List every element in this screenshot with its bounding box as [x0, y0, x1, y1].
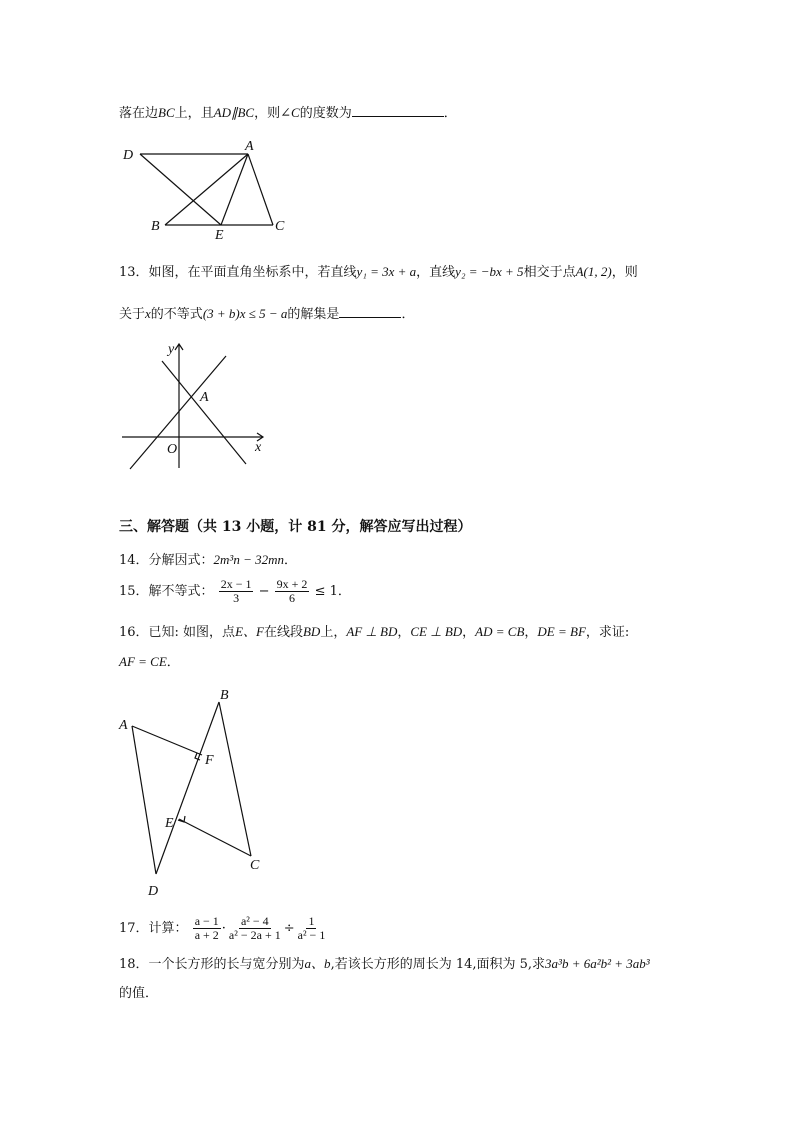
- q16-end: ．: [166, 655, 180, 670]
- q16-text-c: 上，: [320, 625, 347, 640]
- q16-text-d: ，求证:: [585, 625, 630, 640]
- label-c: C: [250, 858, 260, 873]
- q16-line2: [119, 653, 180, 672]
- segment-bd: [156, 702, 219, 874]
- q16-sep-3: ，: [524, 625, 538, 640]
- q15-fraction-2: [275, 578, 310, 605]
- q12-text-b: 上，且: [174, 106, 214, 121]
- q17-fraction-3: [296, 915, 328, 942]
- label-d: D: [123, 148, 134, 163]
- q16-cond-3: AD = CB: [475, 624, 525, 639]
- q12-text-a: 落在边: [119, 106, 159, 121]
- q14-expression: 2m³n − 32mn: [213, 552, 284, 567]
- q13-line-y1: y₁ = 3x + a: [356, 264, 417, 279]
- q13-line1: [119, 263, 638, 282]
- q15: [119, 578, 351, 606]
- label-e: E: [215, 228, 224, 243]
- q17: [119, 913, 328, 945]
- q13-text-e: 关于: [119, 307, 146, 322]
- q13-figure: [118, 338, 278, 473]
- q17-divide: ÷: [283, 921, 295, 936]
- label-f: F: [205, 753, 214, 768]
- q16-sep-1: ，: [397, 625, 411, 640]
- q17-fraction-2: [227, 915, 283, 942]
- q16-figure: [118, 684, 278, 899]
- segment-ab: [165, 154, 248, 225]
- q13-line-y2: y₂ = −bx + 5: [455, 264, 524, 279]
- q15-minus: −: [258, 584, 270, 599]
- label-a: A: [245, 139, 254, 154]
- q12-end: ．: [443, 106, 457, 121]
- q15-end: ．: [337, 584, 351, 599]
- q13-end: ．: [401, 307, 415, 322]
- q12-figure: [118, 138, 298, 243]
- label-o: O: [167, 442, 178, 457]
- q15-f1-numerator: 2x − 1: [220, 577, 252, 591]
- q12-condition: AD∥BC: [213, 105, 255, 120]
- q16-sep-2: ，: [462, 625, 476, 640]
- q16-text-b: 在线段: [263, 625, 303, 640]
- q15-f2-numerator: 9x + 2: [276, 577, 308, 591]
- q13-point: A(1, 2): [575, 264, 612, 279]
- label-y: y: [168, 342, 175, 357]
- line-y1: [130, 356, 226, 469]
- q17-prefix: 17．计算：: [119, 921, 188, 936]
- label-b: B: [151, 219, 160, 234]
- q15-f2-denominator: 6: [289, 591, 296, 605]
- q13-line2: [119, 305, 414, 324]
- q16-points: E、F: [235, 624, 264, 639]
- q15-f1-denominator: 3: [233, 591, 240, 605]
- segment-ce: [179, 819, 251, 856]
- q12-angle: C: [291, 105, 300, 120]
- q17-f2-numerator: a² − 4: [240, 914, 269, 928]
- q12-text: [119, 104, 457, 123]
- q13-text-d: ，则: [611, 265, 638, 280]
- segment-bc: [219, 702, 251, 856]
- q12-seg: BC: [158, 105, 175, 120]
- q14: [119, 551, 297, 570]
- q13-text-c: 相交于点: [523, 265, 576, 280]
- label-c: C: [275, 219, 285, 234]
- section-title: 三、解答题（共 13 小题，计 81 分，解答应写出过程）: [119, 519, 472, 535]
- segment-ae: [221, 154, 248, 225]
- segment-de: [140, 154, 221, 225]
- q16-cond-1: AF ⊥ BD: [346, 624, 398, 639]
- q16-segment: BD: [302, 624, 321, 639]
- segment-ac: [248, 154, 273, 225]
- q13-text-b: ，直线: [416, 265, 456, 280]
- q14-prefix: 14．分解因式：: [119, 553, 214, 568]
- q17-f3-denominator: a² − 1: [297, 928, 326, 942]
- label-x: x: [255, 440, 262, 455]
- label-e: E: [165, 816, 174, 831]
- q18-expression: 3a³b + 6a²b² + 3ab³: [545, 956, 650, 971]
- segment-af: [132, 726, 202, 755]
- q14-end: ．: [284, 553, 298, 568]
- label-a: A: [119, 718, 128, 733]
- q16-cond-2: CE ⊥ BD: [410, 624, 463, 639]
- q16-goal: AF = CE: [119, 654, 167, 669]
- q18-text-b: ,若该长方形的周长为 14,面积为 5,求: [330, 957, 546, 972]
- q15-fraction-1: [219, 578, 254, 605]
- label-d: D: [148, 884, 159, 899]
- q13-text-g: 的解集是: [287, 307, 340, 322]
- q13-text-a: 13．如图，在平面直角坐标系中，若直线: [119, 265, 357, 280]
- q18-line1: [119, 955, 650, 974]
- q17-f3-numerator: 1: [308, 914, 315, 928]
- q16-line1: [119, 623, 629, 642]
- q13-answer-blank: [339, 305, 401, 318]
- q12-text-c: ，则∠: [254, 106, 292, 121]
- q15-prefix: 15．解不等式：: [119, 584, 214, 599]
- label-a: A: [200, 390, 209, 405]
- q12-text-d: 的度数为: [299, 106, 352, 121]
- q16-text-a: 16．已知: 如图，点: [119, 625, 236, 640]
- q17-f1-denominator: a + 2: [194, 928, 219, 942]
- q13-inequality: (3 + b)x ≤ 5 − a: [202, 306, 288, 321]
- q12-answer-blank: [352, 104, 444, 117]
- q15-relation: ≤ 1: [314, 584, 338, 599]
- q16-cond-4: DE = BF: [537, 624, 586, 639]
- q17-fraction-1: [193, 915, 221, 942]
- q17-dot: ·: [221, 921, 226, 936]
- q18-line2: 的值．: [119, 986, 159, 1001]
- segment-ad: [132, 726, 156, 874]
- q18-vars: a、b: [304, 956, 331, 971]
- q17-f1-numerator: a − 1: [194, 914, 219, 928]
- q17-f2-denominator: a² − 2a + 1: [228, 928, 281, 942]
- label-b: B: [220, 688, 229, 703]
- q18-text-a: 18．一个长方形的长与宽分别为: [119, 957, 305, 972]
- q13-text-f: 的不等式: [150, 307, 203, 322]
- q13-var: x: [145, 306, 151, 321]
